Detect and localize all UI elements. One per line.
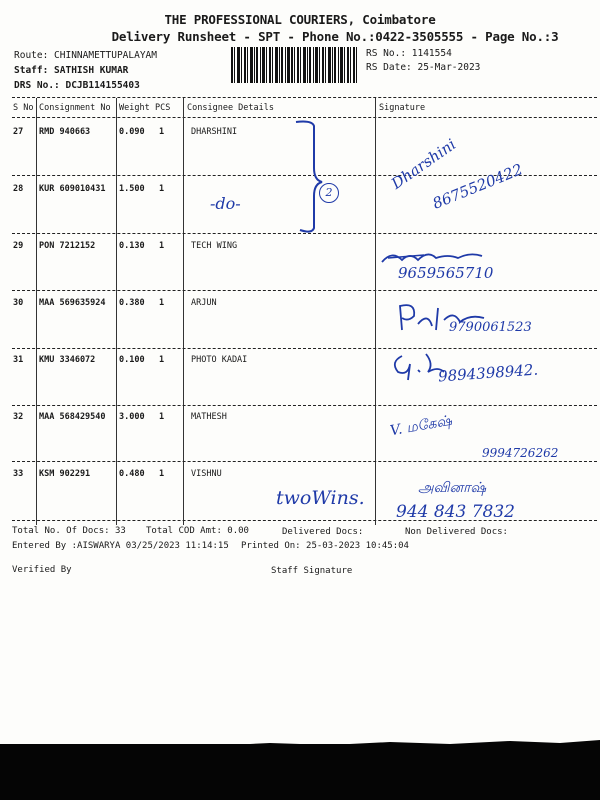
delivered-docs: Delivered Docs: (282, 527, 364, 537)
row-sno: 28 (13, 184, 24, 194)
row-weight: 0.130 (119, 241, 145, 251)
row-weight: 0.480 (119, 469, 145, 479)
col-header-pcs: PCS (155, 103, 171, 113)
non-delivered-docs: Non Delivered Docs: (405, 527, 508, 537)
barcode-image (231, 47, 357, 83)
row-pcs: 1 (159, 469, 165, 479)
signature-phone: 944 843 7832 (396, 502, 515, 522)
row-weight: 0.380 (119, 298, 145, 308)
entered-by: Entered By :AISWARYA 03/25/2023 11:14:15 (12, 541, 229, 551)
signature-name: Dharshini (388, 135, 460, 193)
rs-date-label: RS Date: 25-Mar-2023 (366, 62, 481, 73)
company-name: THE PROFESSIONAL COURIERS, Coimbatore (164, 12, 436, 27)
row-pcs: 1 (159, 355, 165, 365)
row-pcs: 1 (159, 127, 165, 137)
row-consignment: KUR 609010431 (39, 184, 106, 194)
row-sno: 30 (13, 298, 24, 308)
row-consignment: RMD 940663 (39, 127, 91, 137)
total-docs: Total No. Of Docs: 33 (12, 526, 126, 536)
runsheet-title-text: Delivery Runsheet - SPT - Phone No.:0422-3505555 - Page No.:3 (111, 29, 559, 44)
row-consignment: KMU 3346072 (39, 355, 96, 365)
row-rule (12, 405, 597, 406)
rs-no-label: RS No.: 1141554 (366, 48, 452, 59)
row-consignee: VISHNU (191, 469, 222, 479)
row-weight: 0.090 (119, 127, 145, 137)
col-header-weight: Weight (119, 103, 150, 113)
route-label: Route: CHINNAMETTUPALAYAM (14, 50, 157, 61)
runsheet-title (0, 29, 600, 44)
staff-signature: Staff Signature (271, 566, 353, 576)
row-pcs: 1 (159, 184, 165, 194)
signature-phone: 9790061523 (449, 320, 532, 335)
row-rule (12, 348, 597, 349)
row-weight: 0.100 (119, 355, 145, 365)
row-sno: 32 (13, 412, 24, 422)
drs-label: DRS No.: DCJB114155403 (14, 80, 140, 91)
signature-phone: 9659565710 (398, 264, 494, 282)
circled-count: 2 (319, 183, 339, 203)
col-header-consignment: Consignment No (39, 103, 111, 113)
row-weight: 1.500 (119, 184, 145, 194)
staff-label: Staff: SATHISH KUMAR (14, 65, 129, 76)
row-consignment: PON 7212152 (39, 241, 96, 251)
row-sno: 29 (13, 241, 24, 251)
row-pcs: 1 (159, 298, 165, 308)
row-consignee: MATHESH (191, 412, 227, 422)
row-consignment: MAA 568429540 (39, 412, 106, 422)
row-rule (12, 290, 597, 291)
col-header-sno: S No (13, 103, 34, 113)
row-sno: 33 (13, 469, 24, 479)
signature-name: அவினாஷ் (418, 480, 487, 496)
ditto-mark: -do- (210, 194, 241, 213)
bracket-mark (290, 118, 350, 238)
signature-phone: 9894398942. (437, 360, 539, 386)
verified-by: Verified By (12, 565, 72, 575)
scan-edge-dark (0, 744, 600, 800)
consignee-note: twoWins. (276, 487, 365, 509)
signature-name: V. மகேஷ் (388, 412, 454, 440)
row-consignment: MAA 569635924 (39, 298, 106, 308)
total-cod: Total COD Amt: 0.00 (146, 526, 249, 536)
col-header-signature: Signature (379, 103, 426, 113)
table-top-rule (12, 97, 597, 98)
printed-on: Printed On: 25-03-2023 10:45:04 (241, 541, 409, 551)
row-consignment: KSM 902291 (39, 469, 91, 479)
row-pcs: 1 (159, 241, 165, 251)
row-rule (12, 461, 597, 462)
row-consignee: DHARSHINI (191, 127, 238, 137)
row-sno: 27 (13, 127, 24, 137)
row-weight: 3.000 (119, 412, 145, 422)
signature-phone: 8675520422 (430, 160, 526, 213)
col-header-consignee: Consignee Details (187, 103, 274, 113)
row-pcs: 1 (159, 412, 165, 422)
row-consignee: TECH WING (191, 241, 238, 251)
signature-phone: 9994726262 (482, 446, 559, 460)
row-sno: 31 (13, 355, 24, 365)
row-consignee: ARJUN (191, 298, 217, 308)
row-consignee: PHOTO KADAI (191, 355, 248, 365)
